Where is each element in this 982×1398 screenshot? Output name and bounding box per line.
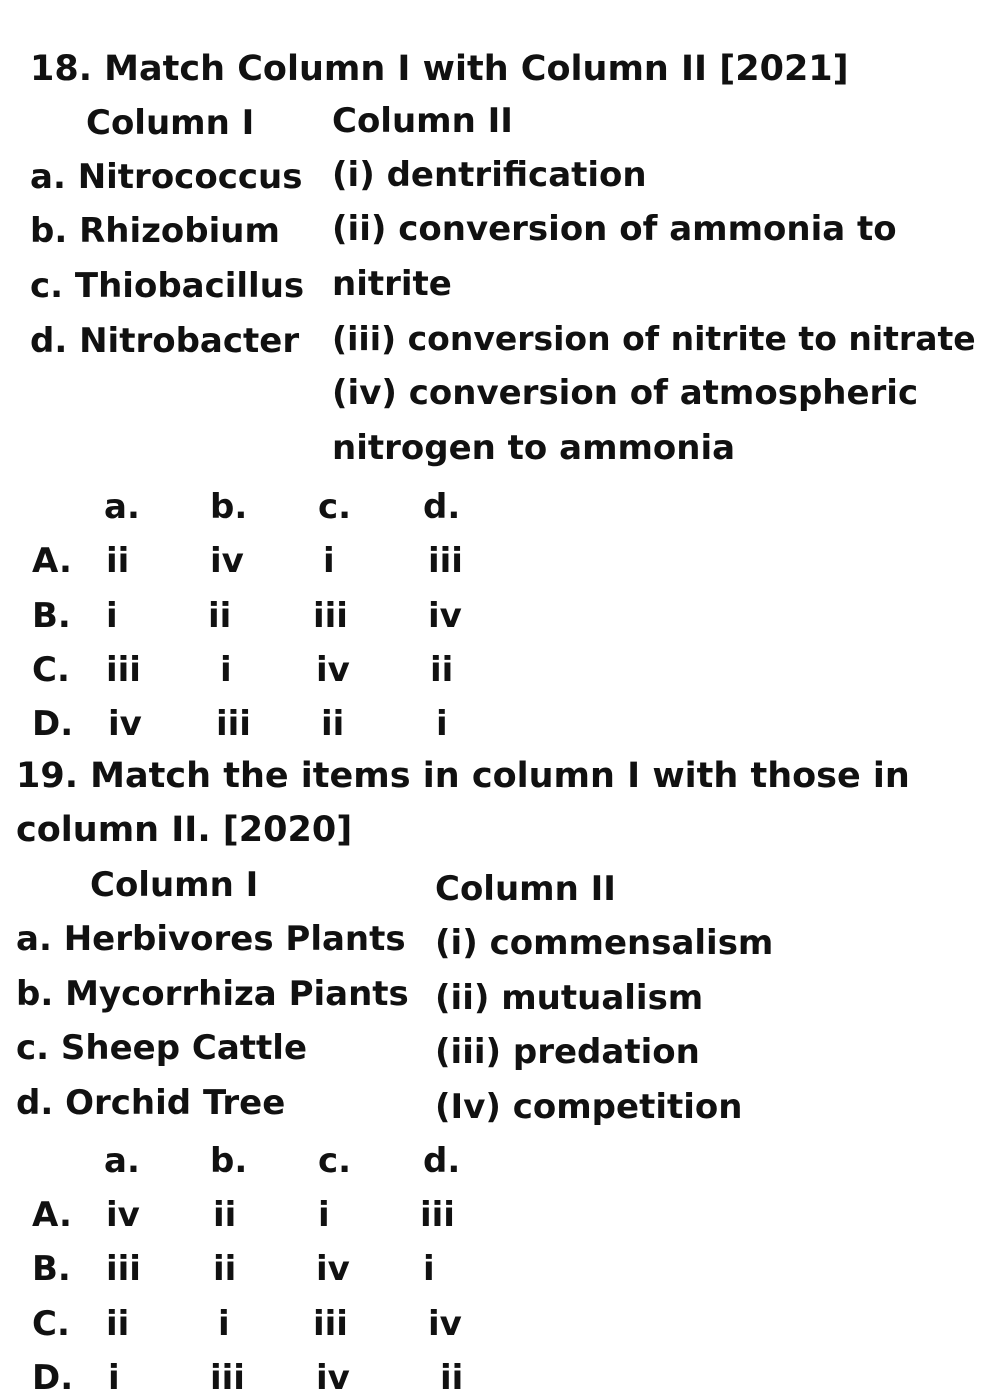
column-2-line: (iv) conversion of atmospheric bbox=[332, 373, 919, 413]
column-1-item: a. Nitrococcus bbox=[30, 157, 303, 197]
column-2-item: (iii) predation bbox=[435, 1032, 700, 1072]
option-header-a: a. bbox=[104, 487, 140, 527]
option-value: iii bbox=[313, 1304, 348, 1344]
option-value: iii bbox=[428, 541, 463, 581]
option-value: iv bbox=[210, 541, 244, 581]
option-value: iv bbox=[316, 1358, 350, 1398]
option-value: iv bbox=[316, 650, 350, 690]
option-value: i bbox=[423, 1249, 435, 1289]
question-title: 19. Match the items in column I with those in bbox=[16, 756, 910, 796]
column-2-line: (i) dentrification bbox=[332, 155, 647, 195]
option-value: ii bbox=[213, 1249, 237, 1289]
option-letter: A. bbox=[32, 1195, 72, 1235]
column-2-line: (iii) conversion of nitrite to nitrate bbox=[332, 319, 976, 358]
option-value: ii bbox=[208, 596, 232, 636]
option-value: iv bbox=[108, 704, 142, 744]
option-letter: A. bbox=[32, 541, 72, 581]
option-letter: B. bbox=[32, 1249, 71, 1289]
column-2-line: nitrogen to ammonia bbox=[332, 428, 736, 468]
column-2-header: Column II bbox=[435, 869, 616, 909]
column-1-item: c. Sheep Cattle bbox=[16, 1028, 308, 1068]
option-header-c: c. bbox=[318, 487, 352, 527]
option-value: i bbox=[108, 1358, 120, 1398]
column-2-item: (Iv) competition bbox=[435, 1087, 743, 1127]
option-letter: D. bbox=[32, 1358, 74, 1398]
option-value: ii bbox=[213, 1195, 237, 1235]
option-value: iii bbox=[313, 596, 348, 636]
column-1-header: Column I bbox=[90, 865, 259, 905]
option-value: iii bbox=[210, 1358, 245, 1398]
option-header-d: d. bbox=[423, 1141, 461, 1181]
option-header-a: a. bbox=[104, 1141, 140, 1181]
column-1-item: b. Rhizobium bbox=[30, 211, 280, 251]
option-value: iii bbox=[106, 650, 141, 690]
option-value: iii bbox=[106, 1249, 141, 1289]
column-1-item: d. Orchid Tree bbox=[16, 1083, 286, 1123]
option-header-d: d. bbox=[423, 487, 461, 527]
option-letter: C. bbox=[32, 650, 70, 690]
column-1-item: c. Thiobacillus bbox=[30, 266, 305, 306]
column-1-item: b. Mycorrhiza Piants bbox=[16, 974, 409, 1014]
option-value: ii bbox=[440, 1358, 464, 1398]
option-header-b: b. bbox=[210, 487, 248, 527]
option-value: ii bbox=[430, 650, 454, 690]
column-1-item: a. Herbivores Plants bbox=[16, 919, 406, 959]
option-value: ii bbox=[106, 1304, 130, 1344]
column-2-item: (ii) mutualism bbox=[435, 978, 704, 1018]
option-value: iv bbox=[428, 596, 462, 636]
option-value: iv bbox=[428, 1304, 462, 1344]
option-value: iv bbox=[316, 1249, 350, 1289]
option-value: i bbox=[220, 650, 232, 690]
question-title: column II. [2020] bbox=[16, 810, 353, 850]
option-value: ii bbox=[321, 704, 345, 744]
option-value: i bbox=[323, 541, 335, 581]
column-1-item: d. Nitrobacter bbox=[30, 321, 300, 361]
column-2-line: (ii) conversion of ammonia to bbox=[332, 209, 897, 249]
option-value: i bbox=[436, 704, 448, 744]
column-1-header: Column I bbox=[86, 103, 255, 143]
option-value: iii bbox=[420, 1195, 455, 1235]
option-letter: C. bbox=[32, 1304, 70, 1344]
option-letter: B. bbox=[32, 596, 71, 636]
option-value: iv bbox=[106, 1195, 140, 1235]
column-2-line: nitrite bbox=[332, 264, 452, 304]
option-letter: D. bbox=[32, 704, 74, 744]
question-title: 18. Match Column I with Column II [2021] bbox=[30, 49, 849, 89]
option-header-c: c. bbox=[318, 1141, 352, 1181]
option-value: i bbox=[218, 1304, 230, 1344]
option-value: i bbox=[318, 1195, 330, 1235]
column-2-item: (i) commensalism bbox=[435, 923, 774, 963]
option-value: i bbox=[106, 596, 118, 636]
column-2-header: Column II bbox=[332, 101, 513, 141]
option-value: iii bbox=[216, 704, 251, 744]
option-header-b: b. bbox=[210, 1141, 248, 1181]
option-value: ii bbox=[106, 541, 130, 581]
